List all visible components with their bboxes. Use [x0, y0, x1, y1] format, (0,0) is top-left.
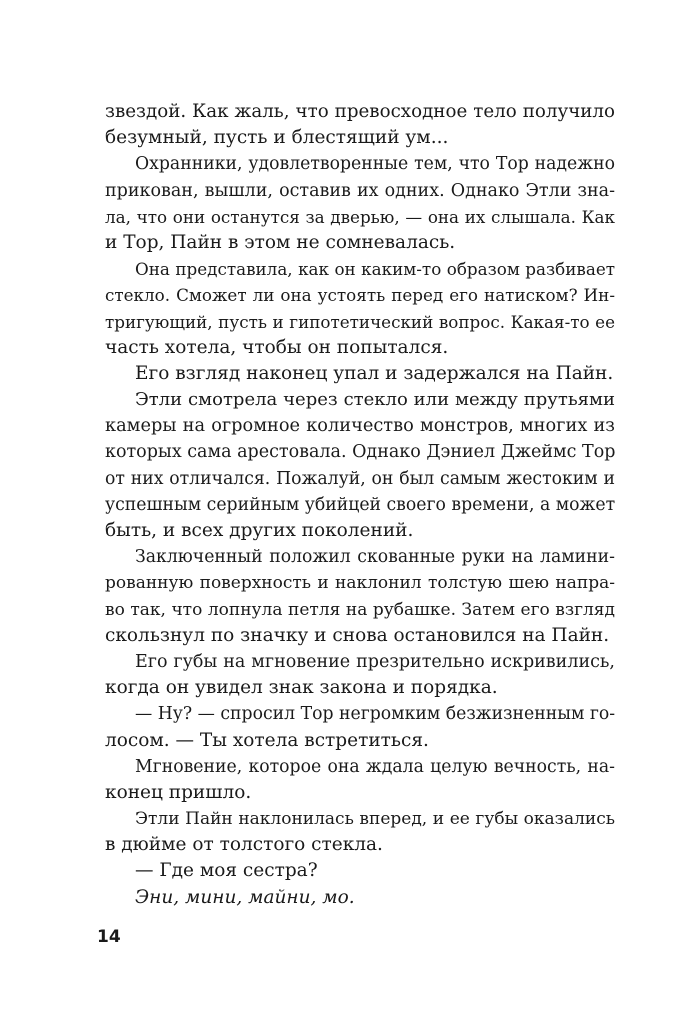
text-line: Она представила, как он каким-то образом разбивает [135, 259, 615, 280]
text-line: Мгновение, которое она ждала целую вечность, на- [135, 756, 615, 777]
text-line: Его губы на мгновение презрительно искривились, [135, 651, 615, 672]
text-line: конец пришло. [105, 781, 252, 803]
text-line: Эни, мини, майни, мо. [135, 886, 355, 908]
text-line: Этли Пайн наклонилась вперед, и ее губы оказались [135, 809, 615, 830]
text-line: от них отличался. Пожалуй, он был самым жестоким и [105, 468, 615, 489]
text-line: тригующий, пусть и гипотетический вопрос. Какая-то ее [105, 311, 615, 332]
text-line: Охранники, удовлетворенные тем, что Тор надежно [135, 154, 615, 175]
text-line: и Тор, Пайн в этом не сомневалась. [105, 231, 456, 253]
body-text [105, 99, 615, 911]
text-line: — Ну? — спросил Тор негромким безжизненным го- [135, 704, 616, 725]
text-line: рованную поверхность и наклонил толстую шею напра- [105, 573, 615, 594]
text-line: быть, и всех других поколений. [105, 520, 414, 541]
text-line: скользнул по значку и снова остановился на Пайн. [105, 624, 610, 646]
text-line: стекло. Сможет ли она устоять перед его натиском? Ин- [105, 285, 615, 306]
text-line: которых сама арестовала. Однако Дэниел Джеймс Тор [105, 442, 616, 463]
text-line: когда он увидел знак закона и порядка. [105, 677, 498, 699]
text-line: Заключенный положил скованные руки на ламини- [135, 547, 615, 568]
text-line: звездой. Как жаль, что превосходное тело получило [105, 101, 615, 122]
text-line: Этли смотрела через стекло или между прутьями [135, 389, 615, 411]
page-number: 14 [97, 927, 121, 947]
text-line: камеры на огромное количество монстров, многих из [105, 416, 615, 437]
text-line: часть хотела, чтобы он попытался. [105, 336, 449, 358]
text-line: в дюйме от толстого стекла. [105, 834, 383, 856]
text-line: во так, что лопнула петля на рубашке. Затем его взгляд [105, 599, 615, 620]
text-line: успешным серийным убийцей своего времени, а может [105, 494, 616, 515]
text-line: лосом. — Ты хотела встретиться. [105, 729, 429, 751]
text-line: ла, что они останутся за дверью, — она их слышала. Как [105, 206, 615, 227]
text-line: прикован, вышли, оставив их одних. Однако Этли зна- [105, 180, 615, 201]
text-line: безумный, пусть и блестящий ум... [105, 127, 449, 149]
text-line: — Где моя сестра? [135, 860, 318, 882]
text-line: Его взгляд наконец упал и задержался на Пайн. [135, 362, 614, 384]
